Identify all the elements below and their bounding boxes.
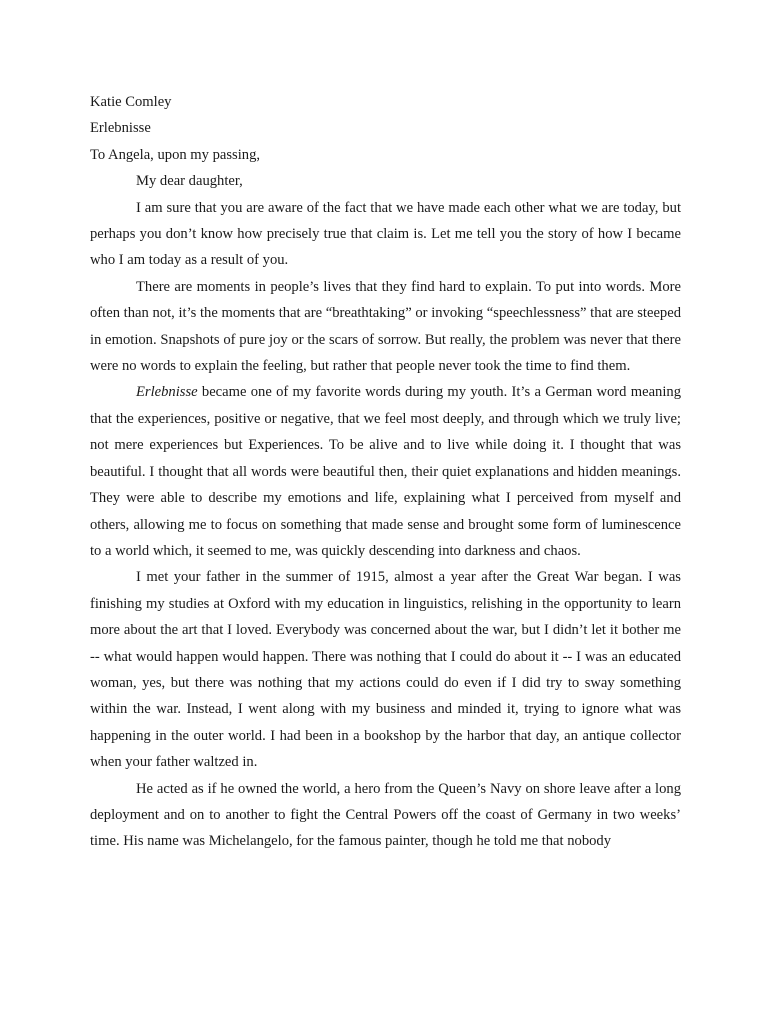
italic-lead-word: Erlebnisse — [136, 384, 198, 401]
paragraph-5: He acted as if he owned the world, a hero from the Queen’s Navy on shore leave after a long deployment and on to another to fight the Central Powers off the coast of Germany in two weeks’ time. His name was Michelangelo, for the famous painter, though he told me that nobody — [90, 780, 681, 850]
paragraph-3 — [90, 379, 681, 564]
dedication-line: To Angela, upon my passing, — [90, 146, 261, 163]
author-name: Katie Comley — [90, 94, 172, 110]
paragraph-3-text: became one of my favorite words during my youth. It’s a German word meaning that the experiences, positive or negative, that we feel most deeply, and through which we truly live; not mere experiences but Experiences. To be alive and to live while doing it. I thought that was beautiful. I thought that all words were beautiful then, their quiet explanations and hidden meanings. They were able to describe my emotions and life, explaining what I perceived from myself and others, allowing me to focus on something that made sense and brought some form of luminescence to a world which, it seemed to me, was quickly descending into darkness and chaos. — [90, 384, 681, 559]
paragraph-1: I am sure that you are aware of the fact that we have made each other what we are today, but perhaps you don’t know how precisely true that claim is. Let me tell you the story of how I became who I am today as a result of you. — [90, 199, 681, 269]
document-body — [90, 89, 681, 855]
salutation: My dear daughter, — [136, 173, 243, 190]
paragraph-2: There are moments in people’s lives that they find hard to explain. To put into words. More often than not, it’s the moments that are “breathtaking” or invoking “speechlessness” that are steeped in emotion. Snapshots of pure joy or the scars of sorrow. But really, the problem was never that there were no words to explain the feeling, but rather that people never took the time to find them. — [90, 278, 681, 375]
paragraph-4: I met your father in the summer of 1915, almost a year after the Great War began. I was finishing my studies at Oxford with my education in linguistics, relishing in the opportunity to learn more about the art that I loved. Everybody was concerned about the war, but I didn’t let it bother me -- what would happen would happen. There was nothing that I could do about it -- I was an educated woman, yes, but there was nothing that my actions could do even if I did try to sway something within the war. Instead, I went along with my business and minded it, trying to ignore what was happening in the outer world. I had been in a bookshop by the harbor that day, an antique collector when your father waltzed in. — [90, 569, 681, 771]
document-title: Erlebnisse — [90, 120, 151, 137]
